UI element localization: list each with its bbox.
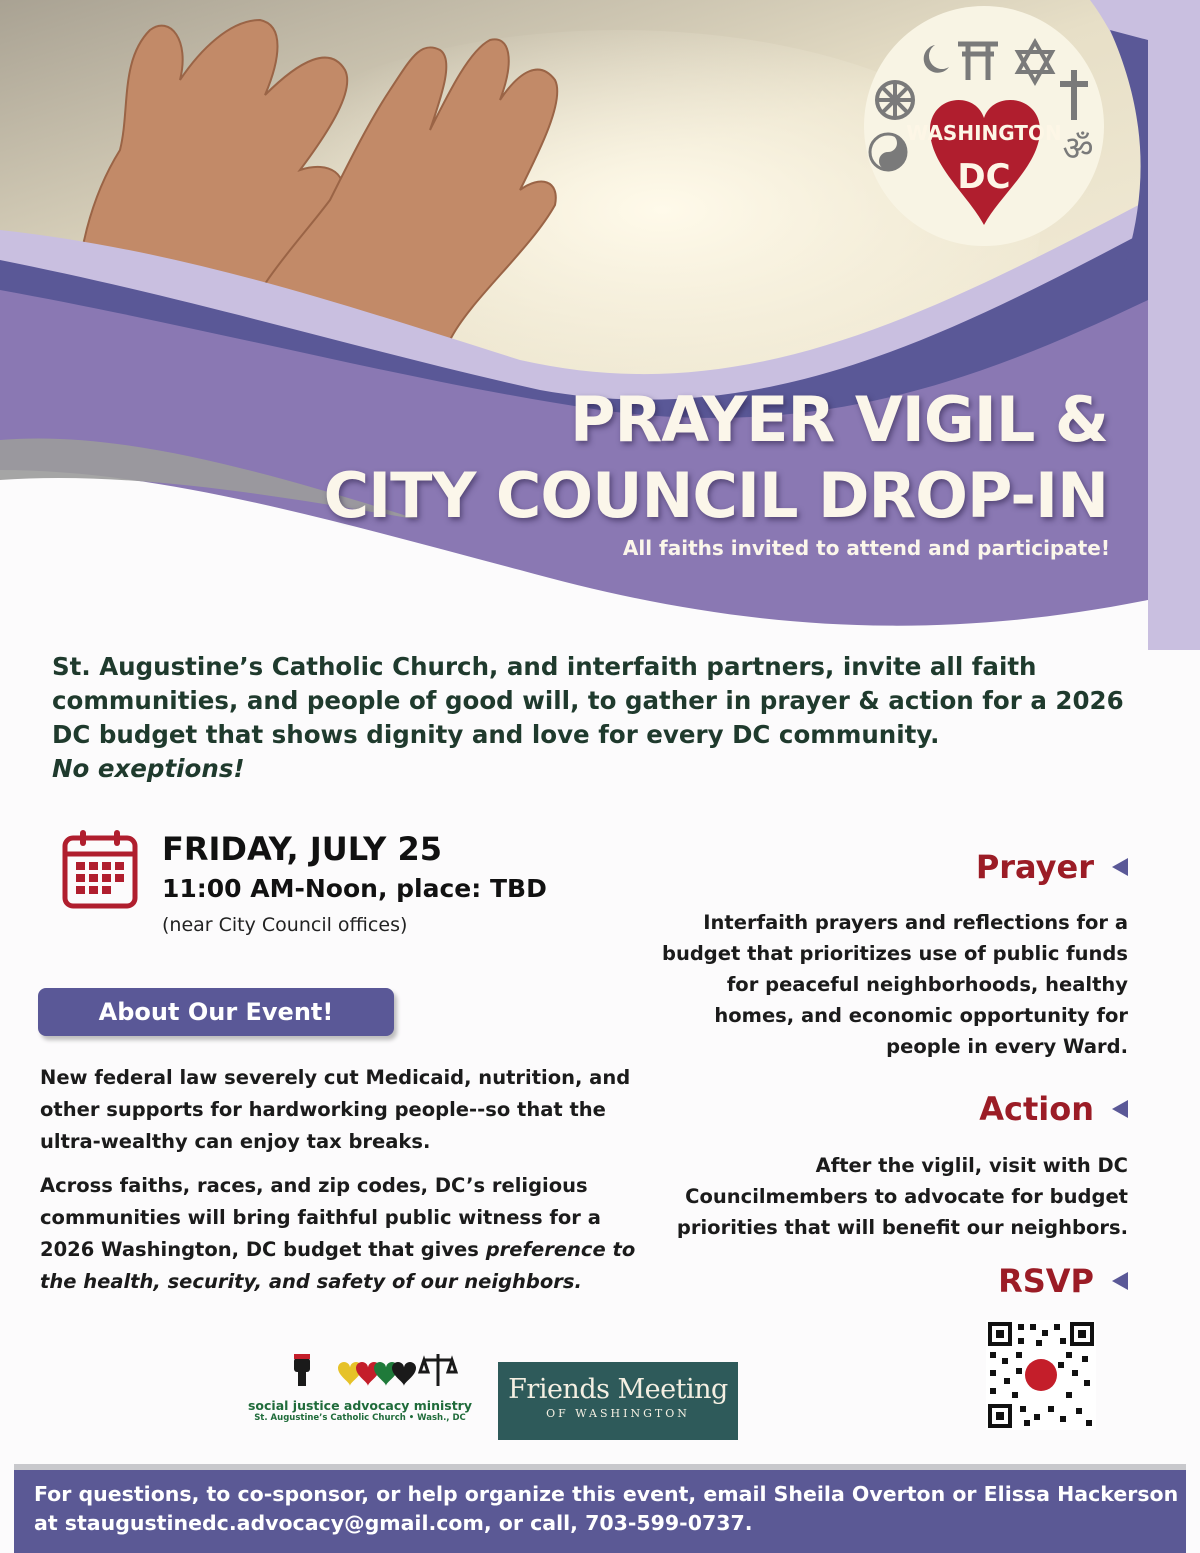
triangle-left-icon bbox=[1112, 1272, 1128, 1290]
about-paragraph-2-italic: preference to the health, security, and safety of our neighbors. bbox=[40, 1238, 636, 1293]
about-section bbox=[40, 1062, 660, 1310]
event-time: 11:00 AM-Noon, place: TBD bbox=[162, 874, 547, 903]
rsvp-heading bbox=[998, 1262, 1128, 1300]
interfaith-badge bbox=[864, 6, 1104, 246]
triangle-left-icon bbox=[1112, 858, 1128, 876]
title-line-2: CITY COUNCIL DROP-IN bbox=[323, 459, 1108, 532]
intro-emphasis: No exeptions! bbox=[52, 754, 245, 783]
fist-icon bbox=[294, 1354, 310, 1386]
friends-name: Friends Meeting bbox=[508, 1374, 728, 1405]
action-text: After the viglil, visit with DC Councilmembers to advocate for budget priorities that will benefit our neighbors. bbox=[676, 1154, 1128, 1239]
prayer-heading bbox=[976, 848, 1128, 886]
page-title bbox=[324, 382, 1108, 534]
event-date: FRIDAY, JULY 25 bbox=[162, 830, 442, 868]
om-icon: ॐ bbox=[1062, 129, 1094, 169]
about-heading: About Our Event! bbox=[38, 988, 394, 1036]
scales-icon bbox=[420, 1354, 456, 1386]
badge-text-washington: WASHINGTON bbox=[906, 121, 1062, 145]
sjam-name: social justice advocacy ministry bbox=[247, 1398, 472, 1413]
prayer-text: Interfaith prayers and reflections for a budget that prioritizes use of public funds for peaceful neighborhoods, healthy homes, and economic opportunity for people in every Ward. bbox=[661, 911, 1128, 1058]
friends-meeting-logo bbox=[498, 1362, 738, 1440]
hero-banner bbox=[0, 0, 1200, 650]
event-location-note: (near City Council offices) bbox=[162, 914, 408, 936]
about-paragraph-2-start: Across faiths, races, and zip codes, DC’s religious communities will bring faithful public witness for a 2026 Washington, DC budget that gives bbox=[40, 1174, 601, 1261]
prayer-heading-label: Prayer bbox=[975, 848, 1094, 886]
intro-text: St. Augustine’s Catholic Church, and interfaith partners, invite all faith communities, and people of good will, to gather in prayer & action for a 2026 DC budget that shows dignity and love for every DC community. bbox=[52, 652, 1124, 749]
sjam-logo-graphic bbox=[260, 1350, 460, 1390]
action-heading bbox=[979, 1090, 1128, 1128]
intro-paragraph bbox=[52, 650, 1162, 786]
friends-sub: OF WASHINGTON bbox=[546, 1407, 690, 1420]
sjam-sub: St. Augustine’s Catholic Church • Wash., DC bbox=[254, 1413, 466, 1423]
badge-text-dc: DC bbox=[957, 157, 1011, 197]
triangle-left-icon bbox=[1112, 1100, 1128, 1118]
calendar-icon bbox=[62, 828, 138, 910]
dharma-wheel-icon bbox=[877, 82, 913, 118]
about-paragraph-1: New federal law severely cut Medicaid, nutrition, and other supports for hardworking people--so that the ultra-wealthy can enjoy tax breaks. bbox=[40, 1066, 631, 1153]
footer-contact: For questions, to co-sponsor, or help organize this event, email Sheila Overton or Elissa Hackerson at staugustinedc.advocacy@gmail.com, or call, 703-599-0737. bbox=[14, 1470, 1186, 1553]
sjam-logo bbox=[240, 1350, 480, 1440]
subtitle: All faiths invited to attend and participate! bbox=[622, 536, 1110, 560]
rsvp-heading-label: RSVP bbox=[998, 1262, 1094, 1300]
qr-code-icon[interactable] bbox=[986, 1320, 1096, 1430]
yin-yang-icon bbox=[870, 134, 906, 170]
action-heading-label: Action bbox=[979, 1090, 1094, 1128]
heart-icon bbox=[392, 1362, 416, 1386]
title-line-1: PRAYER VIGIL & bbox=[570, 383, 1108, 456]
about-paragraph-2 bbox=[40, 1170, 660, 1298]
